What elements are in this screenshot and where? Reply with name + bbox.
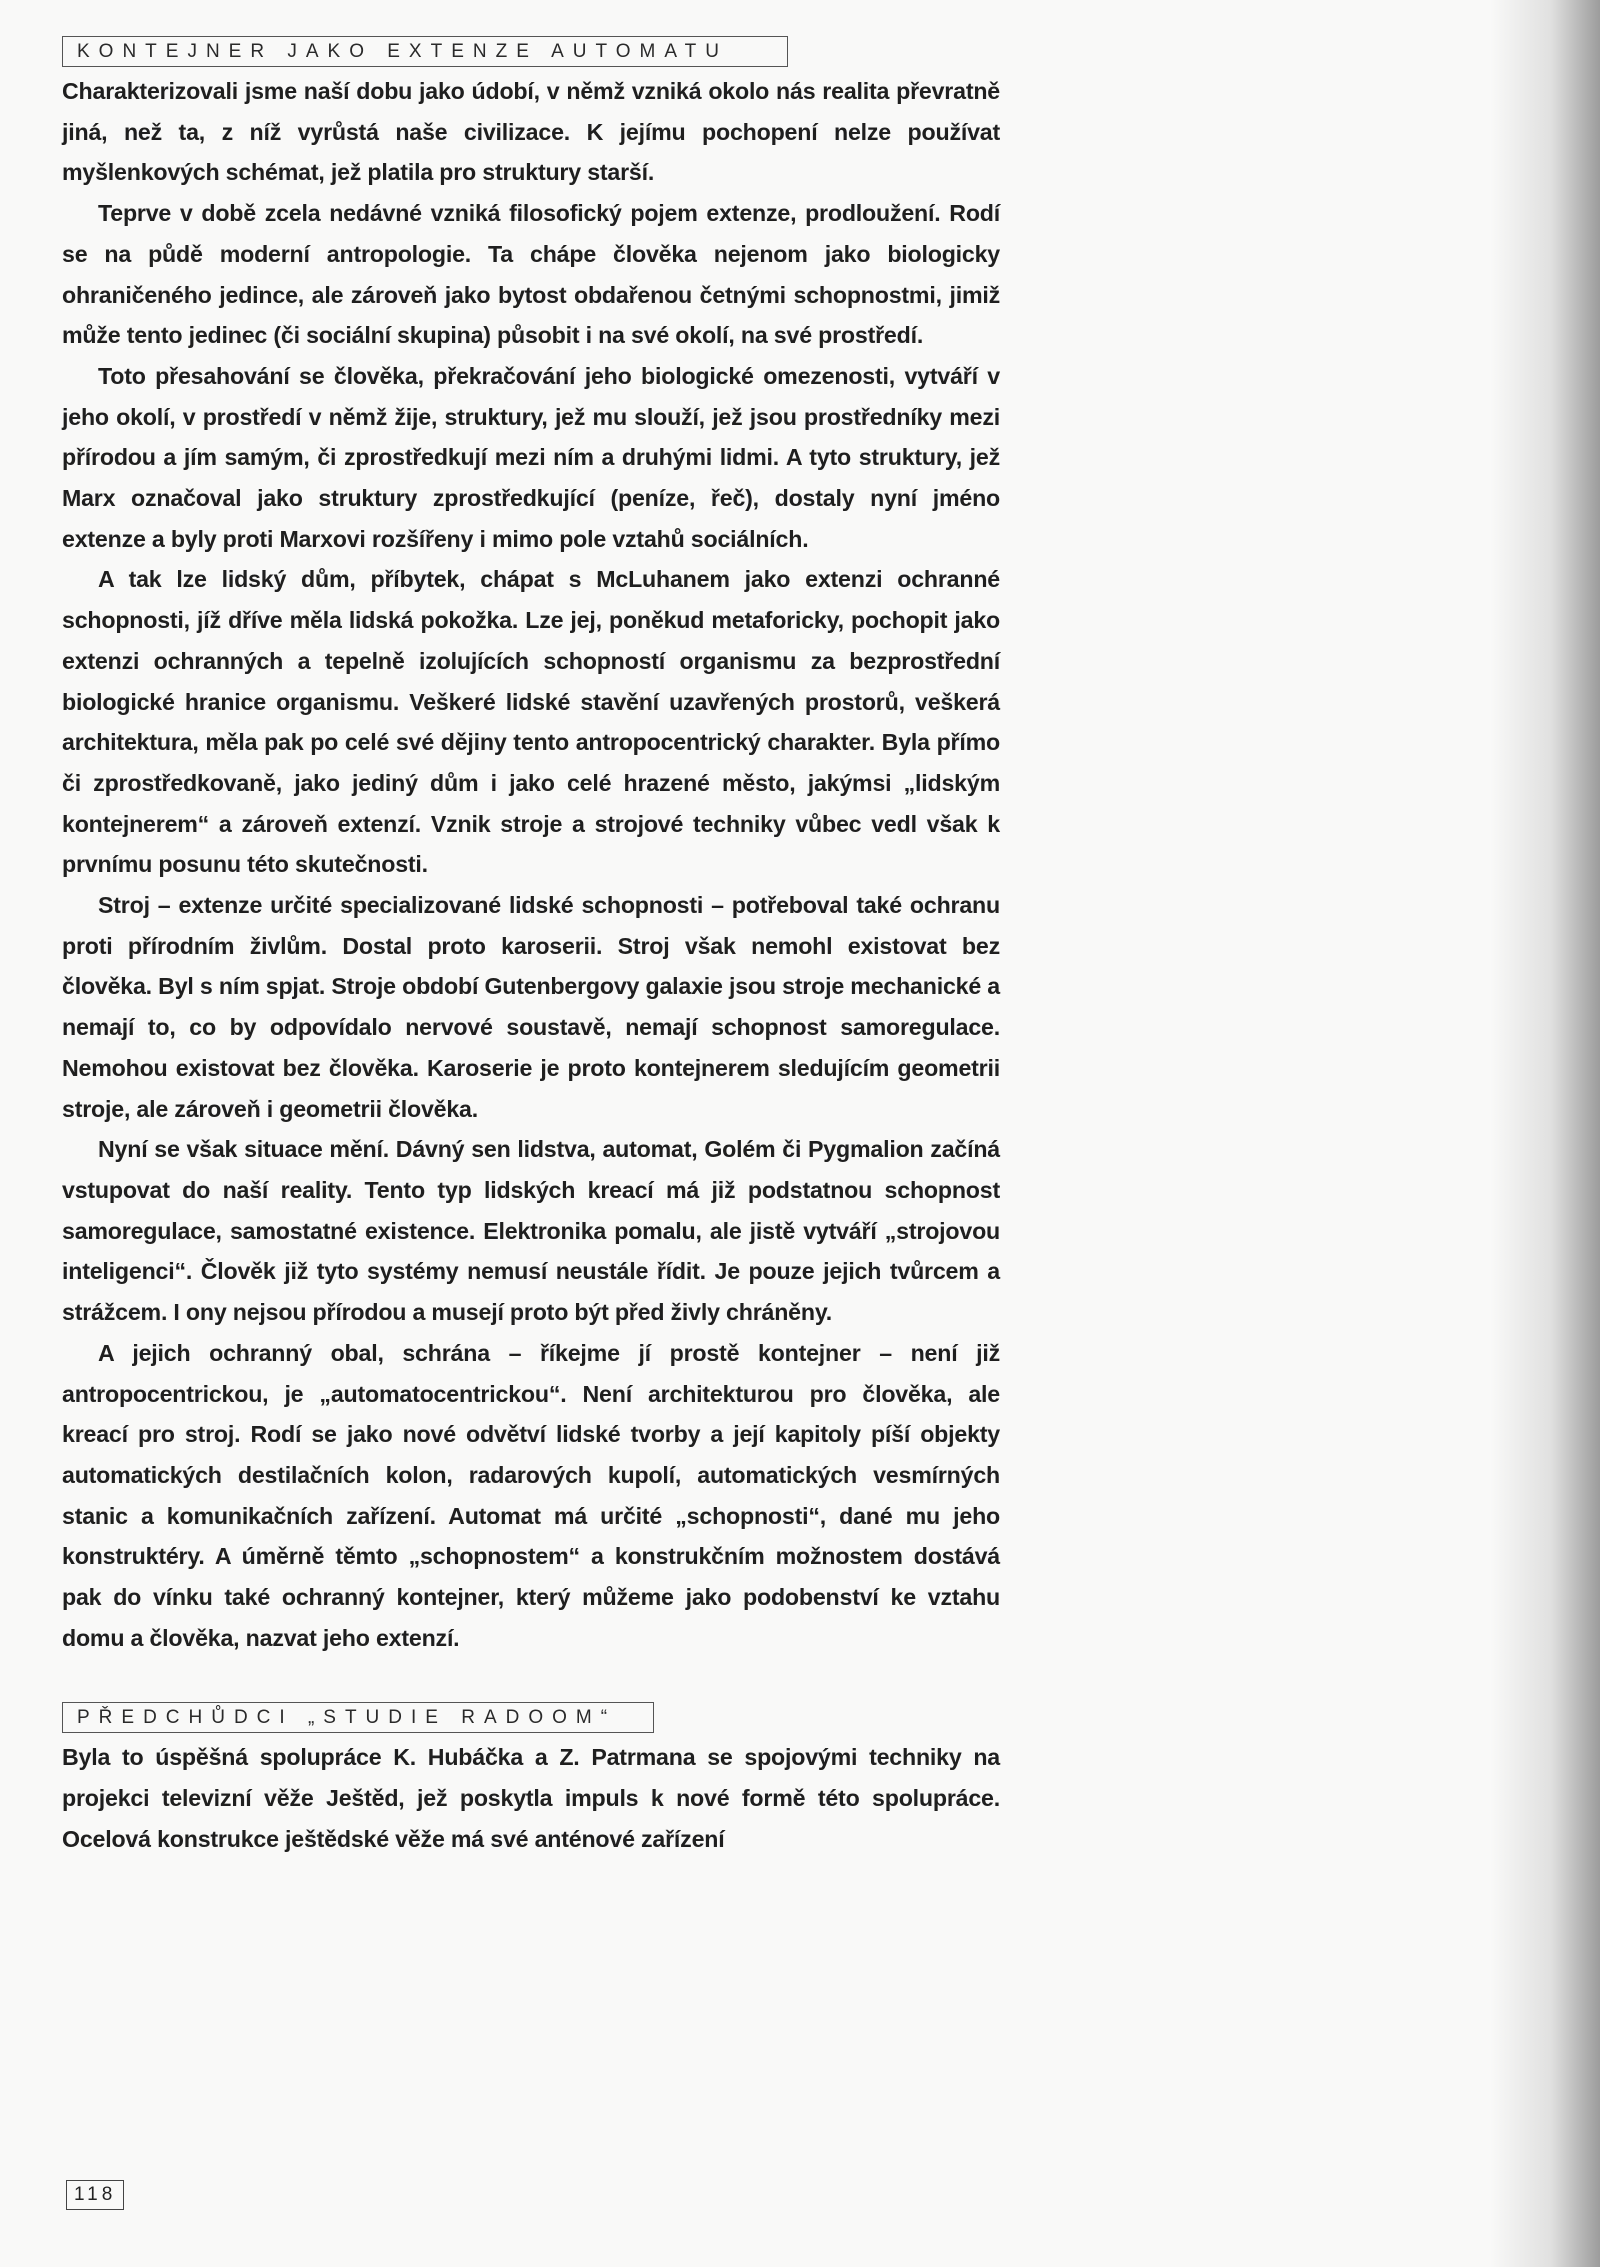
section-heading: KONTEJNER JAKO EXTENZE AUTOMATU xyxy=(62,36,788,67)
section-kontejner xyxy=(62,36,1000,1658)
page-gutter-shadow xyxy=(1490,0,1600,2267)
paragraph: Nyní se však situace mění. Dávný sen lidstva, automat, Golém či Pygmalion začíná vstupovat do naší reality. Tento typ lidských kreací má již podstatnou schopnost samoregulace, samostatné existence. Elektronika pomalu, ale jistě vytváří „strojovou inteligenci“. Člověk již tyto systémy nemusí neustále řídit. Je pouze jejich tvůrcem a strážcem. I ony nejsou přírodou a musejí proto být před živly chráněny. xyxy=(62,1136,1000,1326)
page-number: 118 xyxy=(66,2180,124,2210)
paragraph: Charakterizovali jsme naší dobu jako údobí, v němž vzniká okolo nás realita převratně jiná, než ta, z níž vyrůstá naše civilizace. K jejímu pochopení nelze používat myšlenkových schémat, jež platila pro struktury starší. xyxy=(62,78,1000,186)
paragraph: Toto přesahování se člověka, překračování jeho biologické omezenosti, vytváří v jeho okolí, v prostředí v němž žije, struktury, jež mu slouží, jež jsou prostředníky mezi přírodou a jím samým, či zprostředkují mezi ním a druhými lidmi. A tyto struktury, jež Marx označoval jako struktury zprostředkující (peníze, řeč), dostaly nyní jméno extenze a byly proti Marxovi rozšířeny i mimo pole vztahů sociálních. xyxy=(62,362,1000,552)
paragraph: Stroj – extenze určité specializované lidské schopnosti – potřeboval také ochranu proti přírodním živlům. Dostal proto karoserii. Stroj však nemohl existovat bez člověka. Byl s ním spjat. Stroje období Gutenbergovy galaxie jsou stroje mechanické a nemají to, co by odpovídalo nervové soustavě, nemají schopnost samoregulace. Nemohou existovat bez člověka. Karoserie je proto kontejnerem sledujícím geometrii stroje, ale zároveň i geometrii člověka. xyxy=(62,892,1000,1122)
text-column xyxy=(62,36,1000,1860)
paragraph: Byla to úspěšná spolupráce K. Hubáčka a Z. Patrmana se spojovými techniky na projekci televizní věže Ještěd, jež poskytla impuls k nové formě této spolupráce. Ocelová konstrukce ještědské věže má své anténové zařízení xyxy=(62,1744,1000,1852)
paragraph: A tak lze lidský dům, příbytek, chápat s McLuhanem jako extenzi ochranné schopnosti, jíž dříve měla lidská pokožka. Lze jej, poněkud metaforicky, pochopit jako extenzi ochranných a tepelně izolujících schopností organismu za bezprostřední biologické hranice organismu. Veškeré lidské stavění uzavřených prostorů, veškerá architektura, měla pak po celé své dějiny tento antropocentrický charakter. Byla přímo či zprostředkovaně, jako jediný dům i jako celé hrazené město, jakýmsi „lidským kontejnerem“ a zároveň extenzí. Vznik stroje a strojové techniky vůbec vedl však k prvnímu posunu této skutečnosti. xyxy=(62,566,1000,878)
section-predchudci xyxy=(62,1702,1000,1859)
paragraph: Teprve v době zcela nedávné vzniká filosofický pojem extenze, prodloužení. Rodí se na půdě moderní antropologie. Ta chápe člověka nejenom jako biologicky ohraničeného jedince, ale zároveň jako bytost obdařenou četnými schopnostmi, jimiž může tento jedinec (či sociální skupina) působit i na své okolí, na své prostředí. xyxy=(62,200,1000,349)
section-heading: PŘEDCHŮDCI „STUDIE RADOOM“ xyxy=(62,1702,654,1733)
paragraph: A jejich ochranný obal, schrána – říkejme jí prostě kontejner – není již antropocentrickou, je „automatocentrickou“. Není architekturou pro člověka, ale kreací pro stroj. Rodí se jako nové odvětví lidské tvorby a její kapitoly píší objekty automatických destilačních kolon, radarových kupolí, automatických vesmírných stanic a komunikačních zařízení. Automat má určité „schopnosti“, dané mu jeho konstruktéry. A úměrně těmto „schopnostem“ a konstrukčním možnostem dostává pak do vínku také ochranný kontejner, který můžeme jako podobenství ke vztahu domu a člověka, nazvat jeho extenzí. xyxy=(62,1339,1000,1651)
